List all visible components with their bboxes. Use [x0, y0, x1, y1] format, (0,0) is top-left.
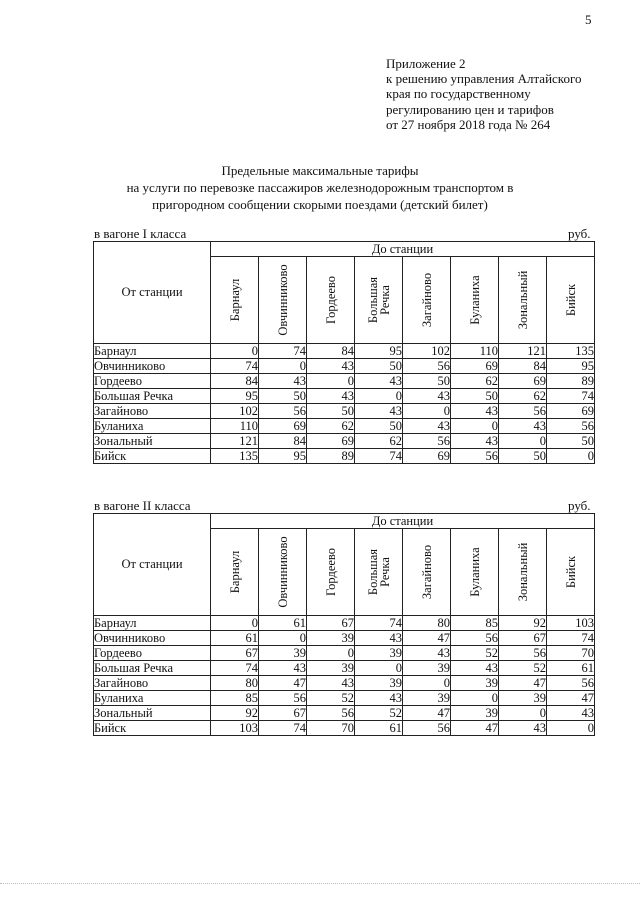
fare-value-cell: 56	[547, 419, 595, 434]
fare-value-cell: 43	[307, 359, 355, 374]
fare-value-cell: 0	[403, 676, 451, 691]
fare-value-cell: 39	[403, 661, 451, 676]
fare-value-cell: 43	[451, 661, 499, 676]
fare-value-cell: 74	[547, 389, 595, 404]
fare-value-cell: 62	[451, 374, 499, 389]
fare-value-cell: 95	[211, 389, 259, 404]
fare-value-cell: 39	[403, 691, 451, 706]
fare-value-cell: 0	[307, 374, 355, 389]
scan-edge-line	[0, 883, 640, 884]
fare-value-cell: 39	[355, 676, 403, 691]
currency-label-2: руб.	[568, 498, 591, 513]
fare-value-cell: 43	[547, 706, 595, 721]
column-header-label: Буланиха	[467, 275, 482, 325]
fare-value-cell: 0	[451, 419, 499, 434]
fare-value-cell: 67	[259, 706, 307, 721]
fare-value-cell: 84	[307, 344, 355, 359]
fare-value-cell: 92	[211, 706, 259, 721]
column-header	[259, 529, 307, 616]
fare-value-cell: 85	[211, 691, 259, 706]
fare-value-cell: 43	[451, 404, 499, 419]
fare-value-cell: 74	[355, 616, 403, 631]
fare-value-cell: 95	[355, 344, 403, 359]
fare-value-cell: 52	[451, 646, 499, 661]
fare-value-cell: 61	[259, 616, 307, 631]
fare-value-cell: 0	[259, 359, 307, 374]
fare-value-cell: 0	[547, 449, 595, 464]
fare-value-cell: 50	[355, 419, 403, 434]
row-station-name: Овчинниково	[94, 359, 211, 374]
fare-value-cell: 61	[547, 661, 595, 676]
appendix-line: края по государственному	[386, 86, 531, 102]
fare-value-cell: 0	[211, 616, 259, 631]
fare-value-cell: 84	[499, 359, 547, 374]
fare-value-cell: 43	[355, 374, 403, 389]
fare-value-cell: 39	[259, 646, 307, 661]
column-header-label: Овчинниково	[275, 536, 290, 608]
fare-value-cell: 47	[403, 706, 451, 721]
row-station-name: Буланиха	[94, 691, 211, 706]
appendix-line: к решению управления Алтайского	[386, 71, 582, 87]
fare-value-cell: 61	[211, 631, 259, 646]
fare-value-cell: 47	[547, 691, 595, 706]
fare-value-cell: 43	[403, 389, 451, 404]
column-header	[547, 529, 595, 616]
appendix-header	[386, 56, 581, 132]
fare-value-cell: 43	[307, 389, 355, 404]
fare-value-cell: 74	[547, 631, 595, 646]
fare-value-cell: 39	[451, 706, 499, 721]
fare-value-cell: 85	[451, 616, 499, 631]
column-header-label: Барнаул	[227, 550, 242, 594]
appendix-line: регулированию цен и тарифов	[386, 101, 554, 117]
row-station-name: Бийск	[94, 449, 211, 464]
fare-value-cell: 43	[499, 721, 547, 736]
row-station-name: Большая Речка	[94, 389, 211, 404]
fare-value-cell: 135	[547, 344, 595, 359]
column-header-label: Овчинниково	[275, 264, 290, 336]
column-header-label: Бийск	[563, 555, 578, 589]
fare-value-cell: 62	[355, 434, 403, 449]
table-row	[94, 389, 595, 404]
column-header-label: Зональный	[515, 270, 530, 330]
fare-value-cell: 102	[403, 344, 451, 359]
fare-value-cell: 50	[499, 449, 547, 464]
fare-value-cell: 43	[403, 419, 451, 434]
fare-value-cell: 80	[403, 616, 451, 631]
fare-value-cell: 56	[499, 646, 547, 661]
table-row	[94, 404, 595, 419]
fare-value-cell: 52	[307, 691, 355, 706]
table-row	[94, 344, 595, 359]
fare-value-cell: 121	[211, 434, 259, 449]
table-row	[94, 359, 595, 374]
fare-value-cell: 110	[451, 344, 499, 359]
to-station-header: До станции	[211, 514, 595, 529]
column-header	[355, 257, 403, 344]
fare-value-cell: 69	[547, 404, 595, 419]
table-row	[94, 419, 595, 434]
fare-value-cell: 67	[211, 646, 259, 661]
class-label-2: в вагоне II класса	[94, 498, 191, 513]
fare-value-cell: 67	[307, 616, 355, 631]
column-header	[259, 257, 307, 344]
fare-value-cell: 74	[211, 661, 259, 676]
fare-value-cell: 39	[307, 661, 355, 676]
table-row	[94, 631, 595, 646]
table-row	[94, 661, 595, 676]
column-header	[211, 529, 259, 616]
fare-value-cell: 50	[451, 389, 499, 404]
title-line: на услуги по перевозке пассажиров железнодорожным транспортом в	[126, 180, 514, 195]
fare-value-cell: 56	[403, 434, 451, 449]
row-station-name: Загайново	[94, 404, 211, 419]
fare-value-cell: 50	[307, 404, 355, 419]
fare-value-cell: 43	[259, 374, 307, 389]
title-line: пригородном сообщении скорыми поездами (детский билет)	[152, 197, 488, 212]
fare-value-cell: 50	[355, 359, 403, 374]
fare-value-cell: 47	[451, 721, 499, 736]
fare-value-cell: 0	[499, 434, 547, 449]
fare-value-cell: 56	[403, 721, 451, 736]
fare-value-cell: 69	[499, 374, 547, 389]
fare-value-cell: 103	[211, 721, 259, 736]
fare-value-cell: 43	[499, 419, 547, 434]
column-header	[451, 257, 499, 344]
row-station-name: Гордеево	[94, 374, 211, 389]
row-station-name: Бийск	[94, 721, 211, 736]
column-header	[547, 257, 595, 344]
table-row	[94, 721, 595, 736]
column-header	[355, 529, 403, 616]
column-header	[499, 257, 547, 344]
row-station-name: Овчинниково	[94, 631, 211, 646]
column-header-label: Зональный	[515, 542, 530, 602]
fare-value-cell: 56	[259, 404, 307, 419]
fare-value-cell: 43	[355, 631, 403, 646]
fare-value-cell: 56	[547, 676, 595, 691]
fare-value-cell: 92	[499, 616, 547, 631]
currency-label-1: руб.	[568, 226, 591, 241]
fare-value-cell: 43	[355, 404, 403, 419]
fare-value-cell: 43	[403, 646, 451, 661]
fare-value-cell: 67	[499, 631, 547, 646]
fare-value-cell: 69	[307, 434, 355, 449]
table-row	[94, 449, 595, 464]
fare-value-cell: 62	[307, 419, 355, 434]
fare-value-cell: 56	[499, 404, 547, 419]
column-header	[403, 529, 451, 616]
fare-value-cell: 69	[403, 449, 451, 464]
fare-value-cell: 69	[451, 359, 499, 374]
fare-value-cell: 47	[499, 676, 547, 691]
row-station-name: Гордеево	[94, 646, 211, 661]
fare-value-cell: 47	[403, 631, 451, 646]
fare-value-cell: 74	[355, 449, 403, 464]
fare-value-cell: 80	[211, 676, 259, 691]
fare-value-cell: 121	[499, 344, 547, 359]
fare-value-cell: 0	[259, 631, 307, 646]
fare-value-cell: 0	[547, 721, 595, 736]
fare-value-cell: 43	[451, 434, 499, 449]
column-header-label: Гордеево	[323, 548, 338, 596]
fare-value-cell: 102	[211, 404, 259, 419]
table-row	[94, 676, 595, 691]
fare-value-cell: 39	[307, 631, 355, 646]
column-header-label: Загайново	[419, 272, 434, 328]
fare-table-class-1	[93, 241, 595, 464]
from-station-header: От станции	[94, 242, 211, 344]
fare-value-cell: 89	[307, 449, 355, 464]
column-header	[307, 529, 355, 616]
column-header	[403, 257, 451, 344]
from-station-header: От станции	[94, 514, 211, 616]
fare-value-cell: 0	[355, 661, 403, 676]
fare-value-cell: 52	[355, 706, 403, 721]
document-title	[0, 162, 640, 213]
fare-table-class-2	[93, 513, 595, 736]
fare-value-cell: 0	[403, 404, 451, 419]
row-station-name: Большая Речка	[94, 661, 211, 676]
fare-value-cell: 0	[499, 706, 547, 721]
row-station-name: Зональный	[94, 706, 211, 721]
column-header	[211, 257, 259, 344]
fare-value-cell: 103	[547, 616, 595, 631]
fare-value-cell: 74	[259, 721, 307, 736]
fare-value-cell: 50	[547, 434, 595, 449]
row-station-name: Буланиха	[94, 419, 211, 434]
fare-value-cell: 50	[259, 389, 307, 404]
fare-value-cell: 95	[547, 359, 595, 374]
row-station-name: Загайново	[94, 676, 211, 691]
page-number: 5	[585, 12, 592, 27]
fare-value-cell: 0	[211, 344, 259, 359]
fare-value-cell: 84	[211, 374, 259, 389]
column-header	[451, 529, 499, 616]
fare-value-cell: 56	[307, 706, 355, 721]
fare-value-cell: 47	[259, 676, 307, 691]
table-row	[94, 706, 595, 721]
fare-value-cell: 74	[259, 344, 307, 359]
fare-value-cell: 56	[259, 691, 307, 706]
fare-value-cell: 74	[211, 359, 259, 374]
fare-value-cell: 0	[451, 691, 499, 706]
row-station-name: Барнаул	[94, 344, 211, 359]
column-header-label: Большая Речка	[365, 548, 392, 596]
table-row	[94, 616, 595, 631]
fare-value-cell: 95	[259, 449, 307, 464]
fare-value-cell: 39	[355, 646, 403, 661]
fare-value-cell: 43	[259, 661, 307, 676]
table-row	[94, 434, 595, 449]
row-station-name: Зональный	[94, 434, 211, 449]
fare-value-cell: 43	[307, 676, 355, 691]
table-row	[94, 691, 595, 706]
fare-value-cell: 0	[355, 389, 403, 404]
fare-value-cell: 70	[307, 721, 355, 736]
title-line: Предельные максимальные тарифы	[221, 163, 419, 178]
fare-value-cell: 56	[403, 359, 451, 374]
table-row	[94, 374, 595, 389]
column-header	[499, 529, 547, 616]
fare-value-cell: 84	[259, 434, 307, 449]
fare-value-cell: 56	[451, 449, 499, 464]
row-station-name: Барнаул	[94, 616, 211, 631]
fare-value-cell: 56	[451, 631, 499, 646]
fare-value-cell: 52	[499, 661, 547, 676]
fare-value-cell: 62	[499, 389, 547, 404]
fare-value-cell: 69	[259, 419, 307, 434]
column-header-label: Гордеево	[323, 276, 338, 324]
class-label-1: в вагоне I класса	[94, 226, 187, 241]
column-header-label: Буланиха	[467, 547, 482, 597]
fare-value-cell: 0	[307, 646, 355, 661]
column-header-label: Большая Речка	[365, 276, 392, 324]
fare-value-cell: 39	[451, 676, 499, 691]
appendix-line: от 27 ноября 2018 года № 264	[386, 116, 551, 132]
fare-value-cell: 39	[499, 691, 547, 706]
table-row	[94, 646, 595, 661]
column-header-label: Барнаул	[227, 278, 242, 322]
fare-value-cell: 89	[547, 374, 595, 389]
appendix-line: Приложение 2	[386, 56, 466, 71]
fare-value-cell: 135	[211, 449, 259, 464]
column-header-label: Бийск	[563, 283, 578, 317]
fare-value-cell: 43	[355, 691, 403, 706]
column-header	[307, 257, 355, 344]
fare-value-cell: 50	[403, 374, 451, 389]
fare-value-cell: 61	[355, 721, 403, 736]
to-station-header: До станции	[211, 242, 595, 257]
fare-value-cell: 110	[211, 419, 259, 434]
column-header-label: Загайново	[419, 544, 434, 600]
fare-value-cell: 70	[547, 646, 595, 661]
